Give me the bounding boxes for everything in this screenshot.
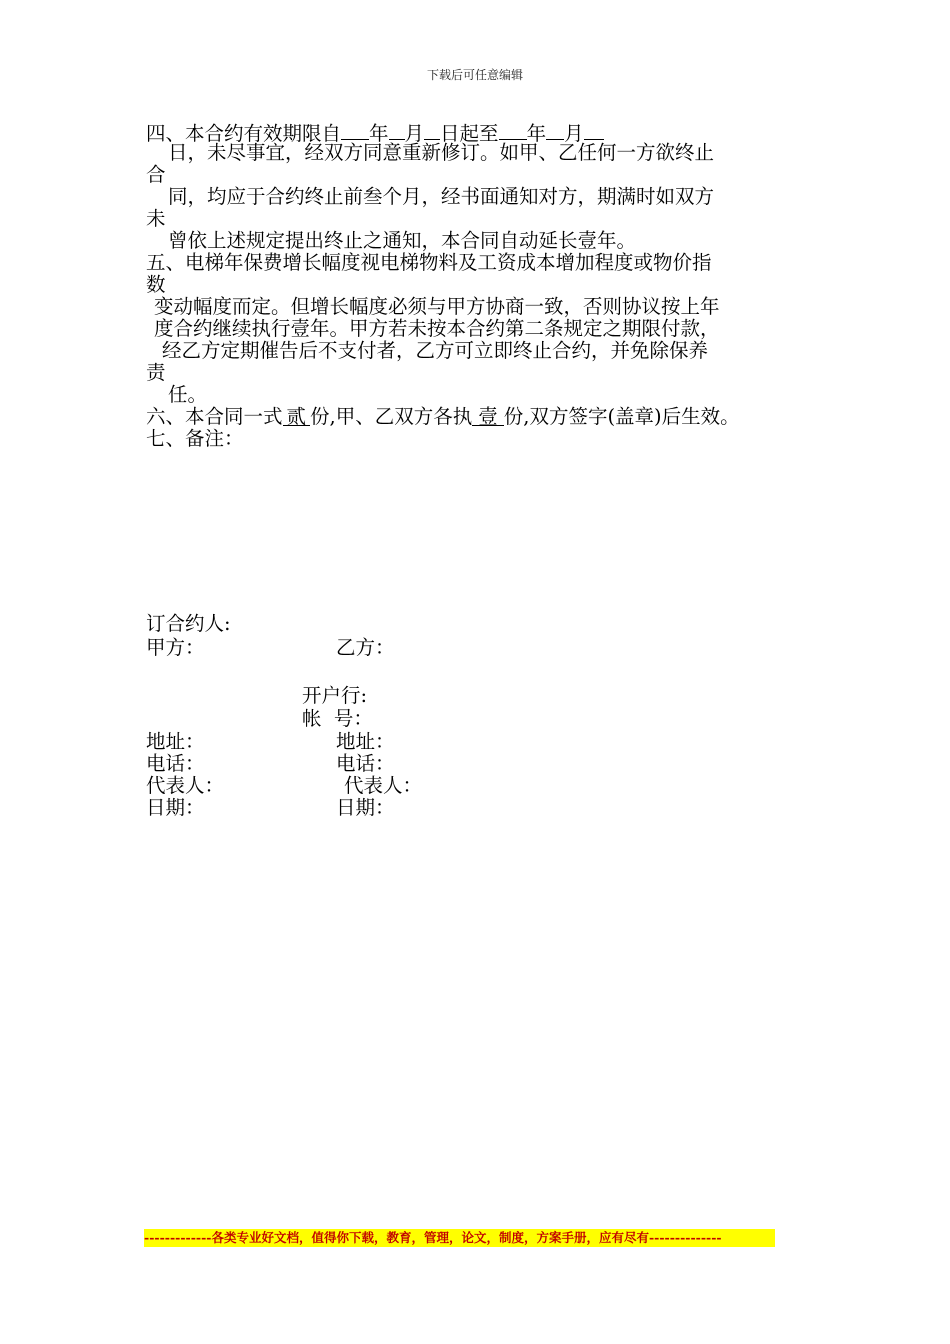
- phone-b-label: 电话：: [336, 752, 395, 775]
- clause-7-remarks: 七、备注：: [146, 427, 244, 450]
- clause-5-line-1: 五、电梯年保费增长幅度视电梯物料及工资成本增加程度或物价指: [146, 251, 712, 274]
- clause-5-line-4: 度合约继续执行壹年。甲方若未按本合约第二条规定之期限付款，: [154, 317, 720, 340]
- date-a-label: 日期：: [146, 796, 205, 819]
- party-a-label: 甲方：: [146, 636, 205, 659]
- signature-title: 订合约人:: [146, 612, 231, 635]
- clause-5-line-7: 任。: [168, 383, 208, 406]
- clause-5-line-6: 责: [146, 361, 166, 384]
- address-b-label: 地址：: [336, 730, 395, 753]
- page-header: 下载后可任意编辑: [426, 68, 523, 82]
- date-b-label: 日期：: [336, 796, 395, 819]
- clause-4-line-6: 曾依上述规定提出终止之通知，本合同自动延长壹年。: [168, 229, 637, 252]
- footer-banner: -------------各类专业好文档，值得你下载，教育，管理，论文，制度，方案手册，应有尽有--------------: [144, 1229, 775, 1247]
- copies-each: 壹: [472, 406, 504, 426]
- party-b-label: 乙方：: [336, 636, 395, 659]
- clause-6: 六、本合同一式 贰 份,甲、乙双方各执 壹 份,双方签字(盖章)后生效。: [146, 405, 740, 428]
- clause-4-line-2: 日，未尽事宜，经双方同意重新修订。如甲、乙任何一方欲终止: [168, 141, 715, 164]
- account-label: 帐 号：: [302, 707, 373, 730]
- clause-4-line-3: 合: [146, 163, 166, 186]
- blank-start-month: [389, 120, 405, 140]
- clause-5-line-2: 数: [146, 273, 166, 296]
- blank-end-month: [546, 120, 564, 140]
- representative-b-label: 代表人：: [344, 774, 423, 797]
- clause-4-line-5: 未: [146, 207, 166, 230]
- clause-4-line-4: 同，均应于合约终止前叁个月，经书面通知对方，期满时如双方: [168, 185, 715, 208]
- contract-body: [146, 120, 808, 450]
- address-a-label: 地址：: [146, 730, 205, 753]
- clause-5-line-5: 经乙方定期催告后不支付者，乙方可立即终止合约，并免除保养: [162, 339, 709, 362]
- copies-total: 贰: [283, 406, 311, 426]
- bank-label: 开户行:: [302, 684, 368, 707]
- representative-a-label: 代表人：: [146, 774, 225, 797]
- clause-4-line-1: 四、本合约有效期限自 年 月 日起至 年 月: [146, 120, 808, 142]
- clause-5-line-3: 变动幅度而定。但增长幅度必须与甲方协商一致，否则协议按上年: [154, 295, 720, 318]
- blank-start-day: [424, 120, 440, 140]
- blank-end-year: [499, 120, 527, 140]
- blank-start-year: [341, 120, 369, 140]
- blank-end-day: [584, 120, 604, 140]
- phone-a-label: 电话：: [146, 752, 205, 775]
